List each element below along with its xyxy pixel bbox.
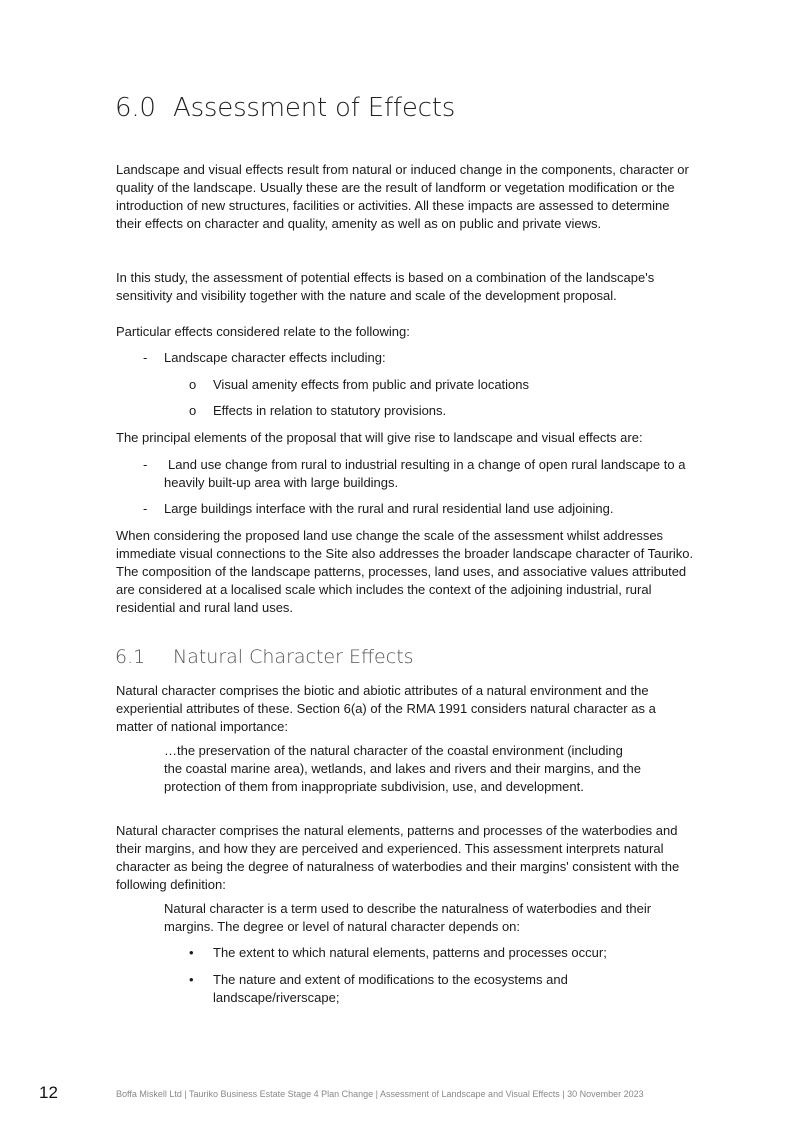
paragraph-effects-intro: Particular effects considered relate to the following:	[116, 324, 410, 339]
quote-rma: …the preservation of the natural character of the coastal environment (including the coastal marine area), wetlands, and lakes and rivers and their margins, and the protection of them from inappropriate subdivision, use, and development.	[164, 743, 641, 794]
footer-text: Boffa Miskell Ltd | Tauriko Business Estate Stage 4 Plan Change | Assessment of Landscape and Visual Effects | 30 November 2023	[116, 1089, 644, 1099]
sub-item-statutory: Effects in relation to statutory provisions.	[213, 403, 447, 418]
sub-item-visual-amenity: Visual amenity effects from public and private locations	[213, 377, 530, 392]
list-item-landscape-character: Landscape character effects including:	[164, 350, 386, 365]
section-number: 6.1	[115, 646, 146, 668]
section-heading-natural-character	[115, 646, 414, 668]
section-number: 6.0	[115, 93, 156, 123]
dash-bullet: -	[143, 350, 148, 365]
circle-bullet: o	[189, 403, 197, 418]
section-title: Assessment of Effects	[173, 93, 456, 123]
quote-definition: Natural character is a term used to describe the naturalness of waterbodies and their margins. The degree or level of natural character depends on:	[164, 901, 652, 934]
dash-bullet: -	[143, 457, 148, 472]
dash-bullet: -	[143, 501, 148, 516]
paragraph-natural-elements: Natural character comprises the natural elements, patterns and processes of the waterbodies and their margins, and how they are perceived and experienced. This assessment interprets natural character as being the degree of naturalness of waterbodies and their margins' consistent with the following definition:	[116, 823, 680, 892]
bullet: •	[189, 945, 194, 960]
circle-bullet: o	[189, 377, 197, 392]
paragraph-principal-elements: The principal elements of the proposal that will give rise to landscape and visual effects are:	[116, 430, 643, 445]
section-heading-main	[115, 93, 455, 123]
paragraph-study: In this study, the assessment of potential effects is based on a combination of the landscape's sensitivity and visibility together with the nature and scale of the development proposal.	[116, 270, 655, 303]
section-title: Natural Character Effects	[173, 646, 414, 668]
bullet: •	[189, 972, 194, 987]
paragraph-land-use-scale: When considering the proposed land use change the scale of the assessment whilst addresses immediate visual connections to the Site also addresses the broader landscape character of Tauriko. The composition of the landscape patterns, processes, land uses, and associative values attributed are considered at a localised scale which includes the context of the adjoining industrial, rural residential and rural land uses.	[116, 528, 694, 615]
list-item-land-use-change: Land use change from rural to industrial resulting in a change of open rural landscape to a heavily built-up area with large buildings.	[164, 457, 686, 490]
list-item-extent: The extent to which natural elements, patterns and processes occur;	[213, 945, 607, 960]
paragraph-natural-character: Natural character comprises the biotic and abiotic attributes of a natural environment and the experiential attributes of these. Section 6(a) of the RMA 1991 considers natural character as a matter of national importance:	[116, 683, 656, 734]
page-number: 12	[39, 1083, 58, 1102]
list-item-modifications: The nature and extent of modifications to the ecosystems and landscape/riverscape;	[213, 972, 568, 1005]
paragraph-intro: Landscape and visual effects result from natural or induced change in the components, character or quality of the landscape. Usually these are the result of landform or vegetation modification or the introduction of new structures, facilities or activities. All these impacts are assessed to determine their effects on character and quality, amenity as well as on public and private views.	[116, 162, 689, 231]
list-item-large-buildings: Large buildings interface with the rural and rural residential land use adjoining.	[164, 501, 614, 516]
